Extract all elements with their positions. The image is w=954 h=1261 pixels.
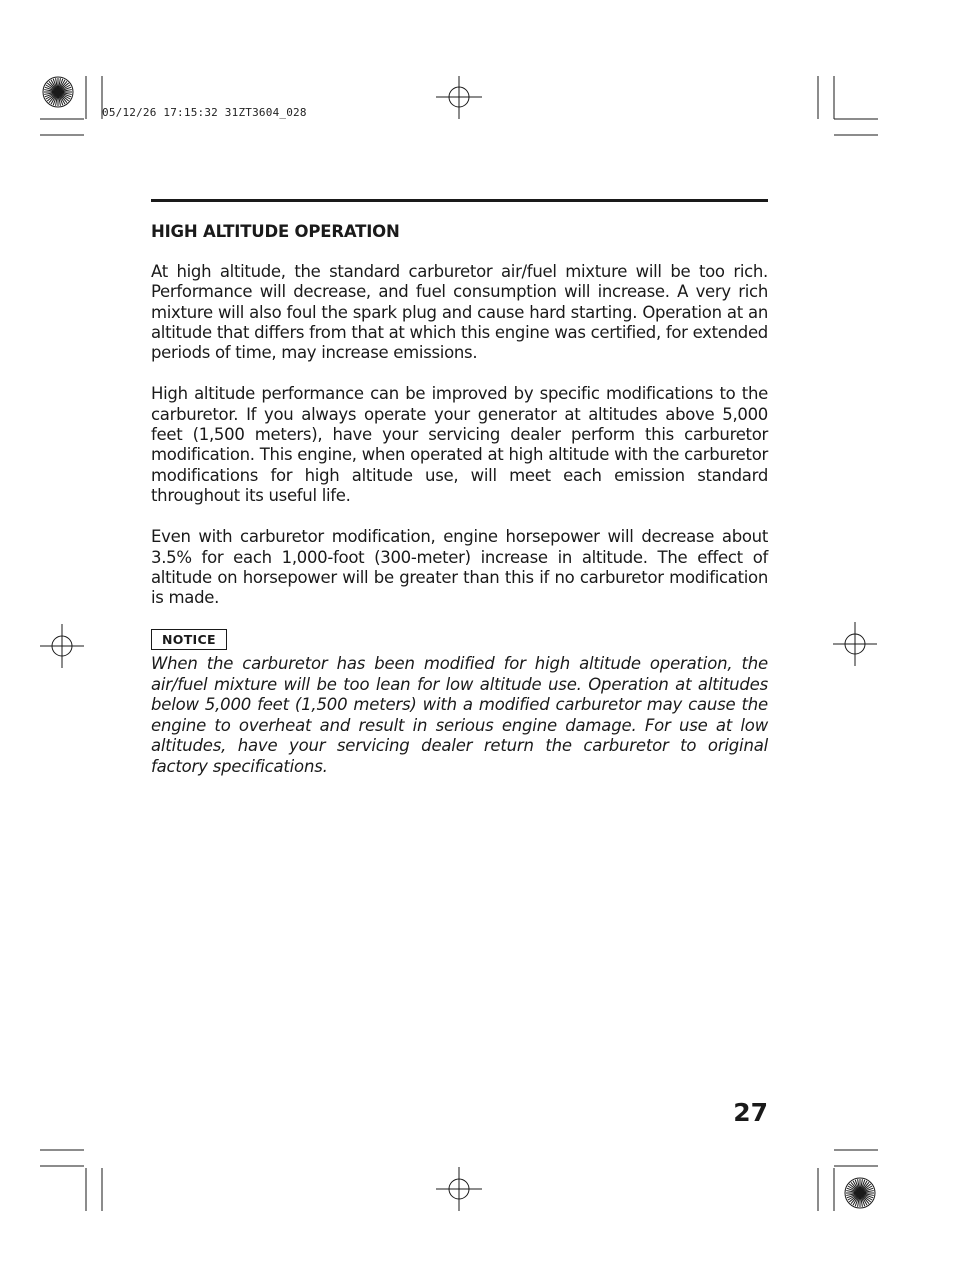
starburst-target-icon: [43, 77, 73, 107]
starburst-center: [54, 88, 62, 96]
starburst-center: [856, 1189, 864, 1197]
paragraph-3: Even with carburetor modification, engine horsepower will decrease about 3.5% for each 1,000-foot (300-meter) increase in altitude. The effect of altitude on horsepower will be greater than this if no carburetor modification is made.: [151, 527, 768, 608]
paragraph-2: High altitude performance can be improved by specific modifications to the carburetor. If you always operate your generator at altitudes above 5,000 feet (1,500 meters), have your servicing dealer perform this carburetor modification. This engine, when operated at high altitude with the carburetor modifications for high altitude use, will meet each emission standard throughout its useful life.: [151, 384, 768, 505]
print-stamp: 05/12/26 17:15:32 31ZT3604_028: [102, 106, 307, 119]
notice-text: When the carburetor has been modified for high altitude operation, the air/fuel mixture will be too lean for low altitude use. Operation at altitudes below 5,000 feet (1,500 meters) with a modified carburetor may cause the engine to overheat and result in serious engine damage. For use at low altitudes, have your servicing dealer return the carburetor to original factory specifications.: [151, 654, 768, 776]
section-heading: HIGH ALTITUDE OPERATION: [151, 222, 400, 241]
top-rule: [151, 199, 768, 202]
notice-badge: NOTICE: [151, 629, 227, 650]
main-content: [151, 222, 768, 777]
starburst-target-icon: [845, 1178, 875, 1208]
paragraph-1: At high altitude, the standard carburetor air/fuel mixture will be too rich. Performance will decrease, and fuel consumption will increase. A very rich mixture will also foul the spark plug and cause hard starting. Operation at an altitude that differs from that at which this engine was certified, for extended periods of time, may increase emissions.: [151, 262, 768, 363]
page-number: 27: [733, 1098, 768, 1127]
